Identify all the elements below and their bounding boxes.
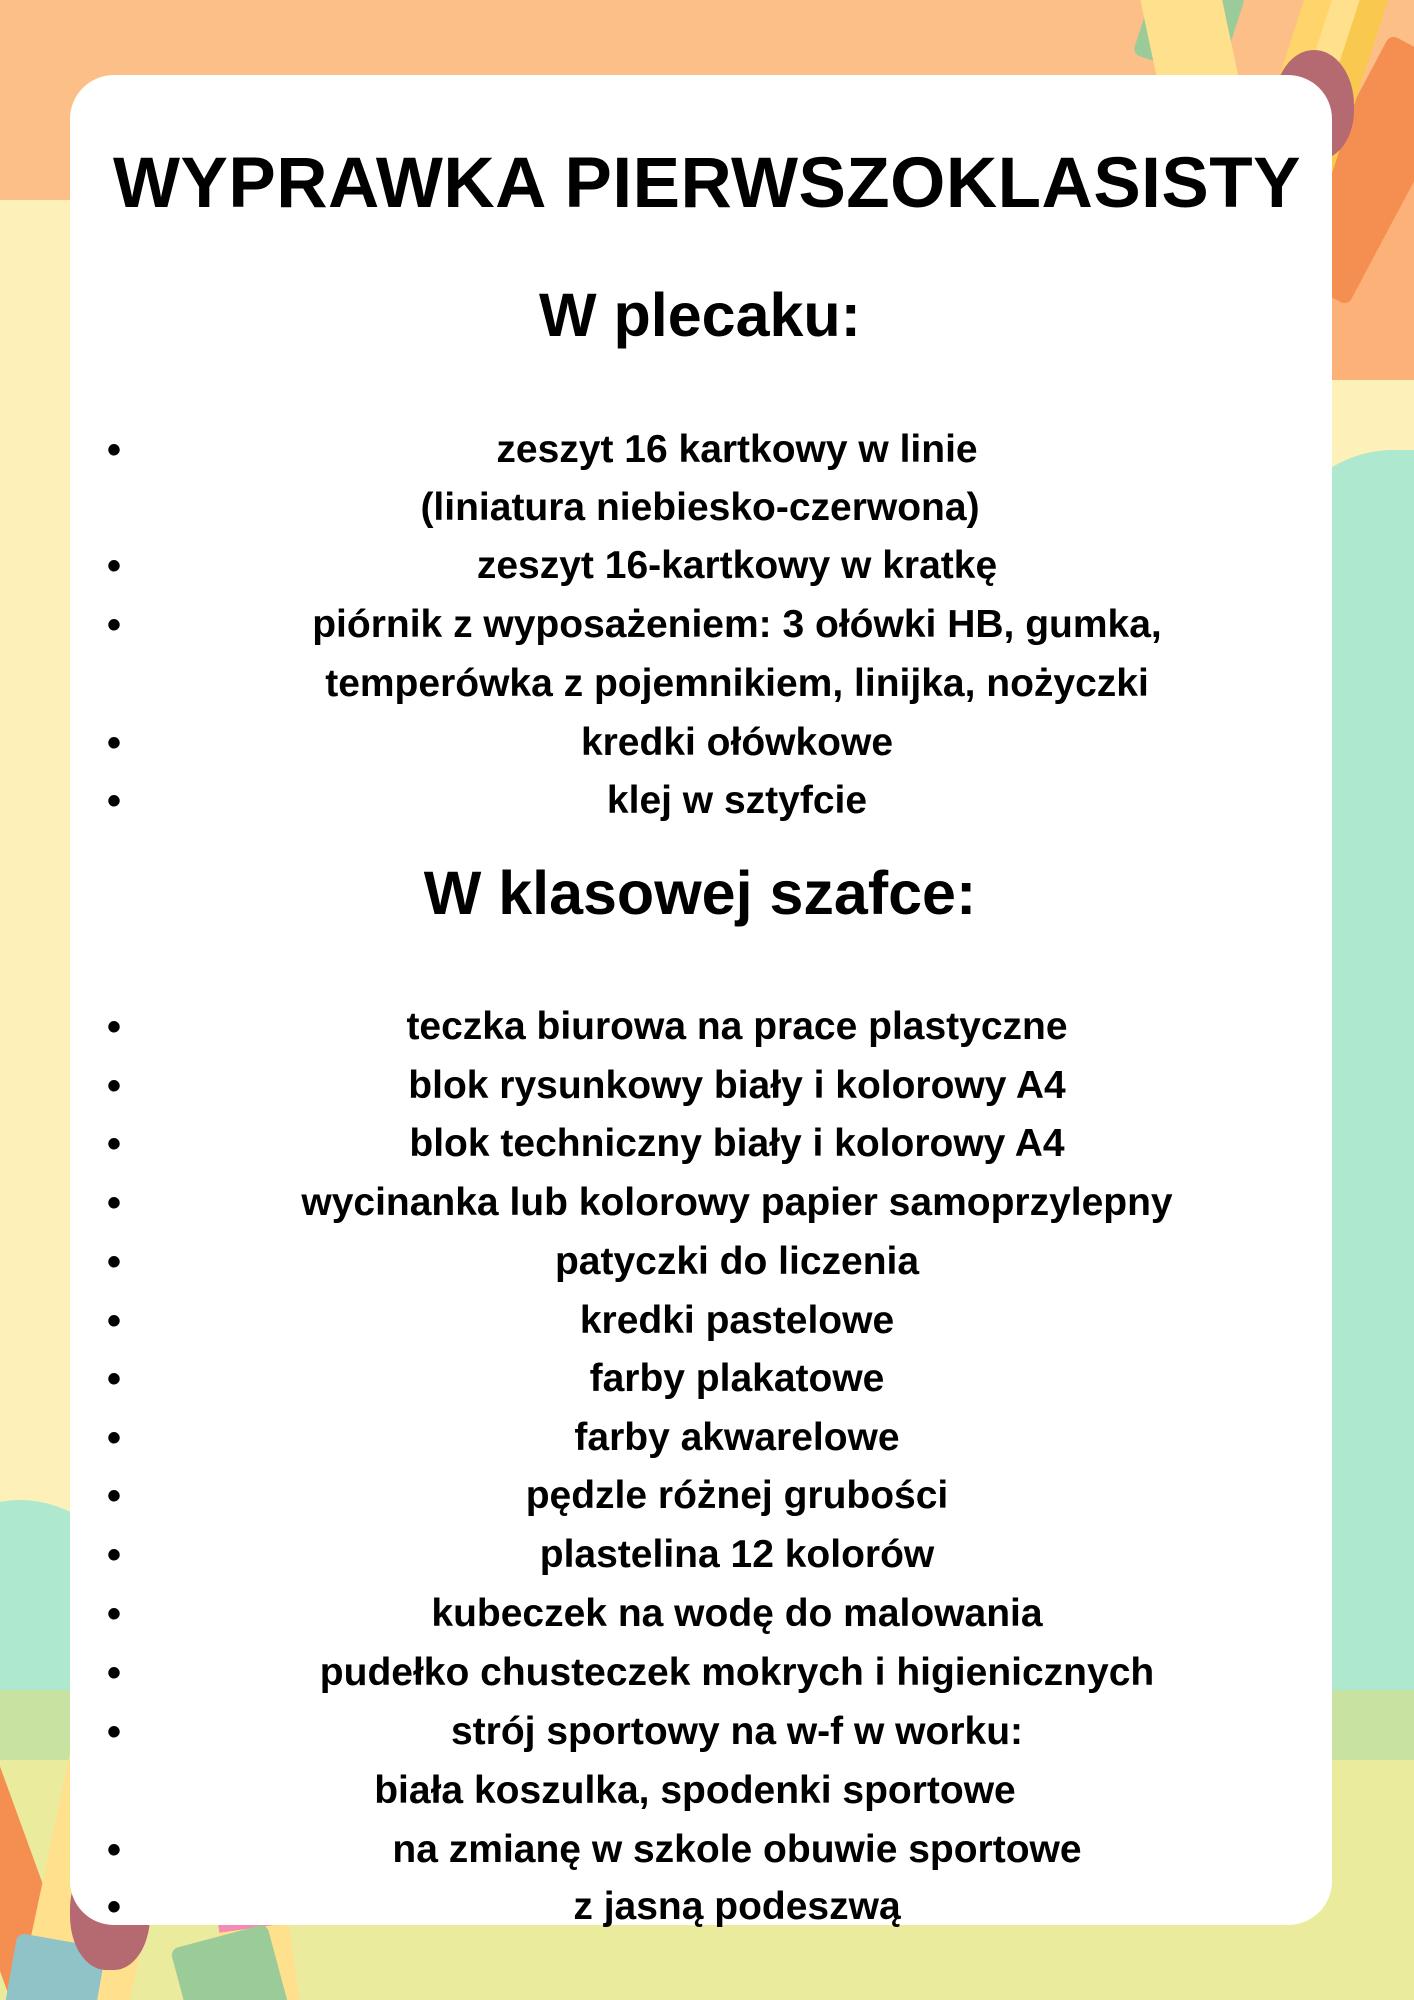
list-item-text: zeszyt 16-kartkowy w kratkę bbox=[476, 544, 998, 587]
list-item-text: farby akwarelowe bbox=[574, 1416, 900, 1459]
list-item-text: wycinanka lub kolorowy papier samoprzylepny bbox=[301, 1181, 1173, 1224]
list-item-text: kredki ołówkowe bbox=[580, 721, 894, 764]
bullet: • bbox=[106, 1064, 121, 1108]
list-item-text: biała koszulka, spodenki sportowe bbox=[374, 1769, 1016, 1812]
bullet: • bbox=[106, 779, 121, 823]
bullet: • bbox=[106, 1416, 121, 1460]
list-item-text: teczka biurowa na prace plastyczne bbox=[406, 1005, 1068, 1048]
bullet: • bbox=[106, 428, 121, 472]
list-item-text: (liniatura niebiesko-czerwona) bbox=[420, 486, 980, 529]
bullet: • bbox=[106, 721, 121, 765]
bullet: • bbox=[106, 1122, 121, 1166]
bullet: • bbox=[106, 1240, 121, 1284]
list-item-text: zeszyt 16 kartkowy w linie bbox=[496, 428, 978, 471]
bullet: • bbox=[106, 1885, 121, 1929]
bullet: • bbox=[106, 1474, 121, 1518]
list-item-text: na zmianę w szkole obuwie sportowe bbox=[392, 1828, 1082, 1871]
list-item-text: plastelina 12 kolorów bbox=[539, 1533, 935, 1576]
list-item-text: blok rysunkowy biały i kolorowy A4 bbox=[408, 1064, 1066, 1107]
list-item-text: pędzle różnej grubości bbox=[525, 1474, 949, 1517]
list-item-text: pudełko chusteczek mokrych i higienicznych bbox=[319, 1651, 1155, 1694]
list-item-text: strój sportowy na w-f w worku: bbox=[450, 1710, 1024, 1753]
bullet: • bbox=[106, 603, 121, 647]
bullet: • bbox=[106, 1828, 121, 1872]
bullet: • bbox=[106, 1533, 121, 1577]
bullet: • bbox=[106, 1181, 121, 1225]
bullet: • bbox=[106, 544, 121, 588]
bullet: • bbox=[106, 1710, 121, 1754]
list-item-text: farby plakatowe bbox=[589, 1357, 885, 1400]
list-item-text: blok techniczny biały i kolorowy A4 bbox=[409, 1122, 1065, 1165]
list-item-text: z jasną podeszwą bbox=[573, 1885, 901, 1928]
list-item-text: piórnik z wyposażeniem: 3 ołówki HB, gumka, bbox=[312, 603, 1162, 646]
section-heading-locker: W klasowej szafce: bbox=[423, 859, 977, 927]
bullet: • bbox=[106, 1357, 121, 1401]
list-item-text: kubeczek na wodę do malowania bbox=[431, 1592, 1043, 1635]
bullet: • bbox=[106, 1651, 121, 1695]
list-item-text: temperówka z pojemnikiem, linijka, nożyczki bbox=[325, 662, 1149, 705]
section-heading-backpack: W plecaku: bbox=[538, 281, 861, 349]
list-item-text: kredki pastelowe bbox=[579, 1299, 895, 1342]
bullet: • bbox=[106, 1005, 121, 1049]
list-item-text: klej w sztyfcie bbox=[606, 779, 868, 822]
page-title: WYPRAWKA PIERWSZOKLASISTY bbox=[113, 144, 1301, 223]
list-item-text: patyczki do liczenia bbox=[554, 1240, 920, 1283]
bullet: • bbox=[106, 1592, 121, 1636]
bullet: • bbox=[106, 1299, 121, 1343]
